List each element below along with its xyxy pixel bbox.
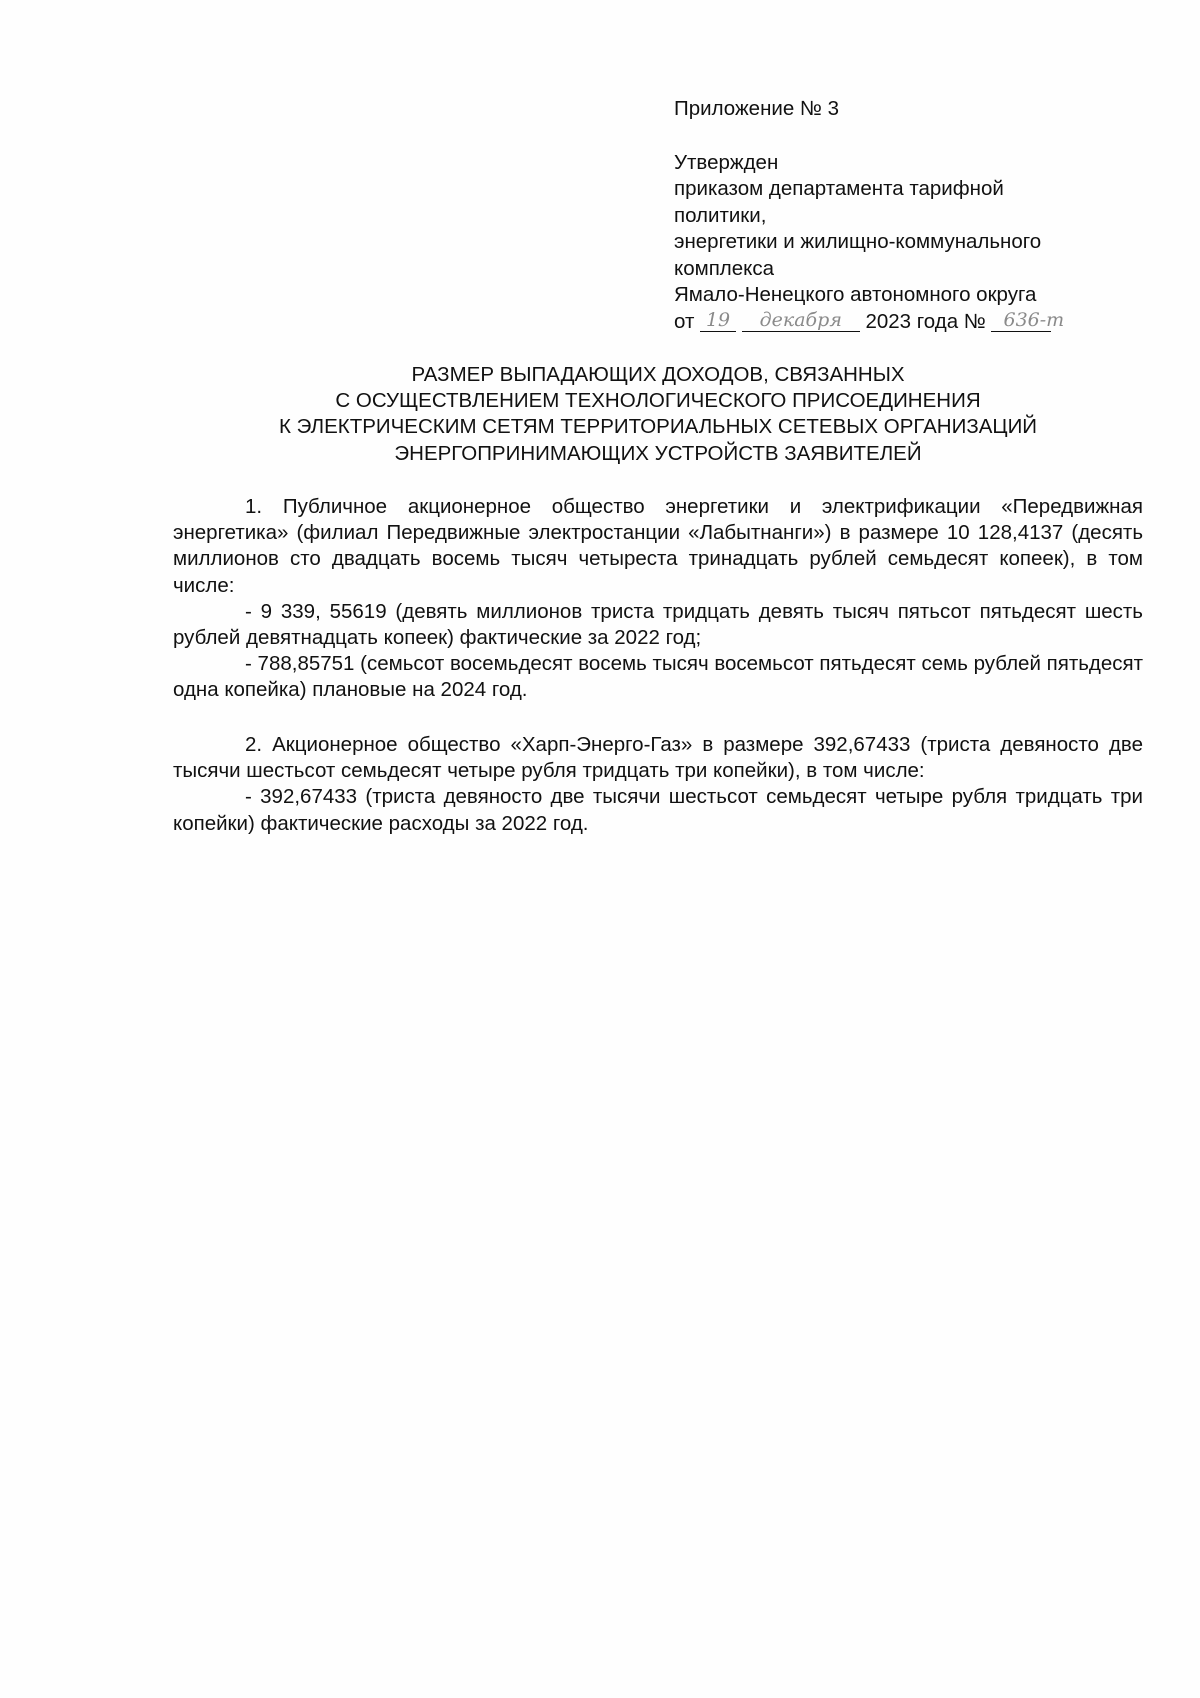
appendix-label: Приложение № 3 [674,97,840,120]
approval-line: Ямало-Ненецкого автономного округа [674,283,1037,306]
section-2-item: - 392,67433 (триста девяносто две тысячи шестьсот семьдесят четыре рубля тридцать три копейки) фактические расходы за 2022 год. [173,785,1143,835]
title-line: ЭНЕРГОПРИНИМАЮЩИХ УСТРОЙСТВ ЗАЯВИТЕЛЕЙ [394,441,922,465]
spacer [674,123,1174,150]
section-2-paragraph: 2. Акционерное общество «Харп-Энерго-Газ» в размере 392,67433 (триста девяносто две тысячи шестьсот семьдесят четыре рубля тридцать три копейки), в том числе: [173,733,1143,783]
section-1-item: - 788,85751 (семьсот восемьдесят восемь тысяч восемьсот пятьдесят семь рублей пятьдесят одна копейка) плановые на 2024 год. [173,652,1143,702]
order-date-line [674,309,1174,336]
date-month-field [742,309,860,332]
date-prefix: от [674,309,695,333]
approval-block [674,96,1174,335]
approval-line: политики, [674,203,767,227]
title-line: РАЗМЕР ВЫПАДАЮЩИХ ДОХОДОВ, СВЯЗАННЫХ [411,363,905,386]
title-line: К ЭЛЕКТРИЧЕСКИМ СЕТЯМ ТЕРРИТОРИАЛЬНЫХ СЕТЕВЫХ ОРГАНИЗАЦИЙ [278,415,1038,439]
approval-line: приказом департамента тарифной [674,177,1004,200]
order-number-field [991,308,1065,332]
document-title [173,362,1143,467]
handwritten-month: декабря [759,308,842,331]
section-1 [173,494,1143,704]
approval-line: комплекса [674,256,775,280]
date-year-text: 2023 года № [865,309,986,333]
section-1-item: - 9 339, 55619 (девять миллионов триста тридцать девять тысяч пятьсот пятьдесят шесть рублей девятнадцать копеек) фактические за 2022 год; [173,599,1143,650]
date-day-field [700,309,736,332]
title-line: С ОСУЩЕСТВЛЕНИЕМ ТЕХНОЛОГИЧЕСКОГО ПРИСОЕДИНЕНИЯ [335,389,981,413]
section-1-paragraph: 1. Публичное акционерное общество энергетики и электрификации «Передвижная энергетика» (филиал Передвижные электростанции «Лабытнанги») в размере 10 128,4137 (десять миллионов сто двадцать восемь тысяч четыреста тринадцать рублей семьдесят копеек), в том числе: [173,495,1143,597]
approved-label: Утвержден [674,150,779,174]
handwritten-order-number: 636-т [1003,308,1065,331]
handwritten-day: 19 [705,308,731,331]
section-2 [173,732,1143,837]
approval-line: энергетики и жилищно-коммунального [674,230,1042,253]
